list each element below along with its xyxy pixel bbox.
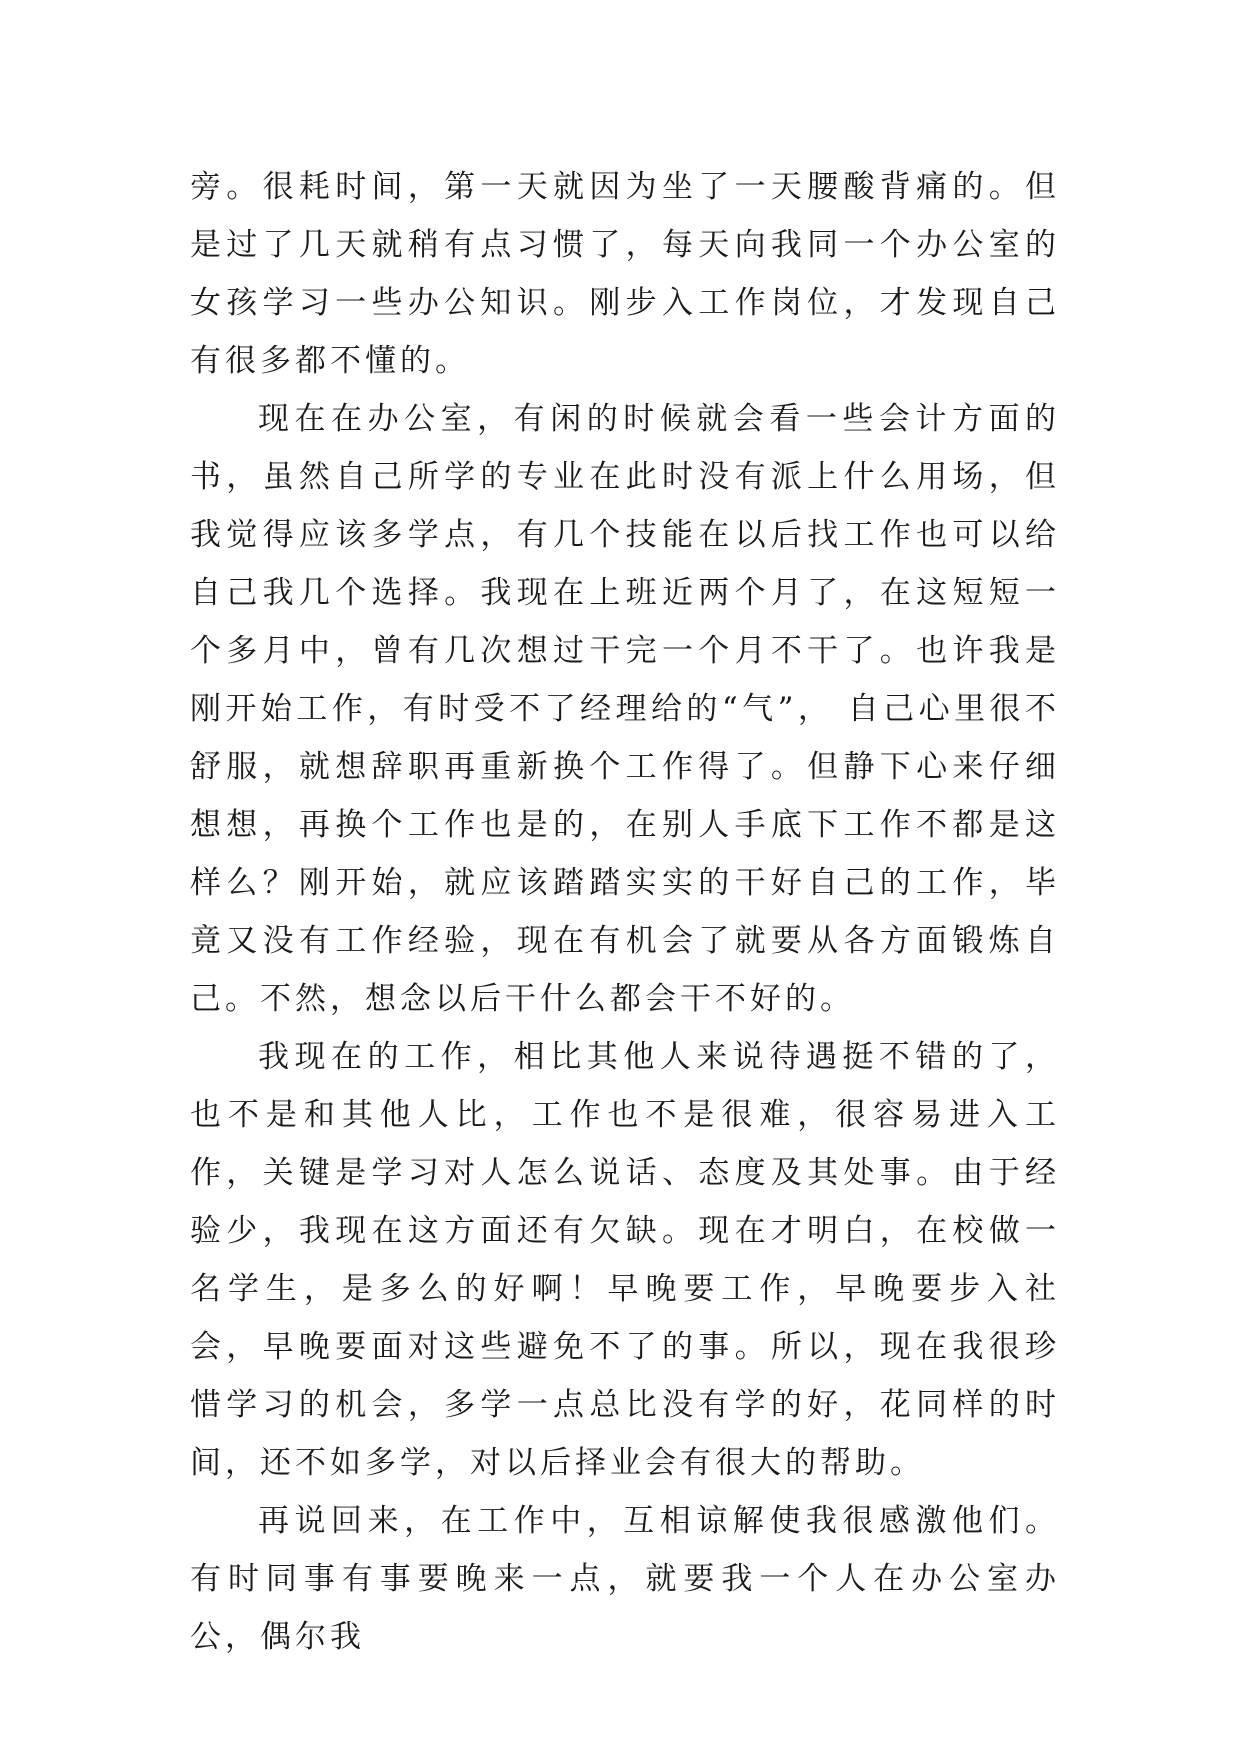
paragraph-4: 再说回来，在工作中，互相谅解使我很感激他们。有时同事有事要晚来一点，就要我一个人在办公室办公，偶尔我	[190, 1503, 1060, 1655]
paragraph-3: 我现在的工作，相比其他人来说待遇挺不错的了，也不是和其他人比，工作也不是很难，很容易进入工作，关键是学习对人怎么说话、态度及其处事。由于经验少，我现在这方面还有欠缺。现在才明白，在校做一名学生，是多么的好啊！早晚要工作，早晚要步入社会，早晚要面对这些避免不了的事。所以，现在我很珍惜学习的机会，多学一点总比没有学的好，花同样的时间，还不如多学，对以后择业会有很大的帮助。	[190, 1039, 1060, 1481]
paragraph-2: 现在在办公室，有闲的时候就会看一些会计方面的书，虽然自己所学的专业在此时没有派上什么用场，但我觉得应该多学点，有几个技能在以后找工作也可以给自己我几个选择。我现在上班近两个月了，在这短短一个多月中，曾有几次想过干完一个月不干了。也许我是刚开始工作，有时受不了经理给的“气”， 自己心里很不舒服，就想辞职再重新换个工作得了。但静下心来仔细想想，再换个工作也是的，在别人手底下工作不都是这样么？刚开始，就应该踏踏实实的干好自己的工作，毕竟又没有工作经验，现在有机会了就要从各方面锻炼自己。不然，想念以后干什么都会干不好的。	[190, 401, 1060, 1017]
paragraph-1: 旁。很耗时间，第一天就因为坐了一天腰酸背痛的。但是过了几天就稍有点习惯了，每天向我同一个办公室的女孩学习一些办公知识。刚步入工作岗位，才发现自己有很多都不懂的。	[190, 169, 1060, 379]
document-body	[190, 158, 1060, 1666]
